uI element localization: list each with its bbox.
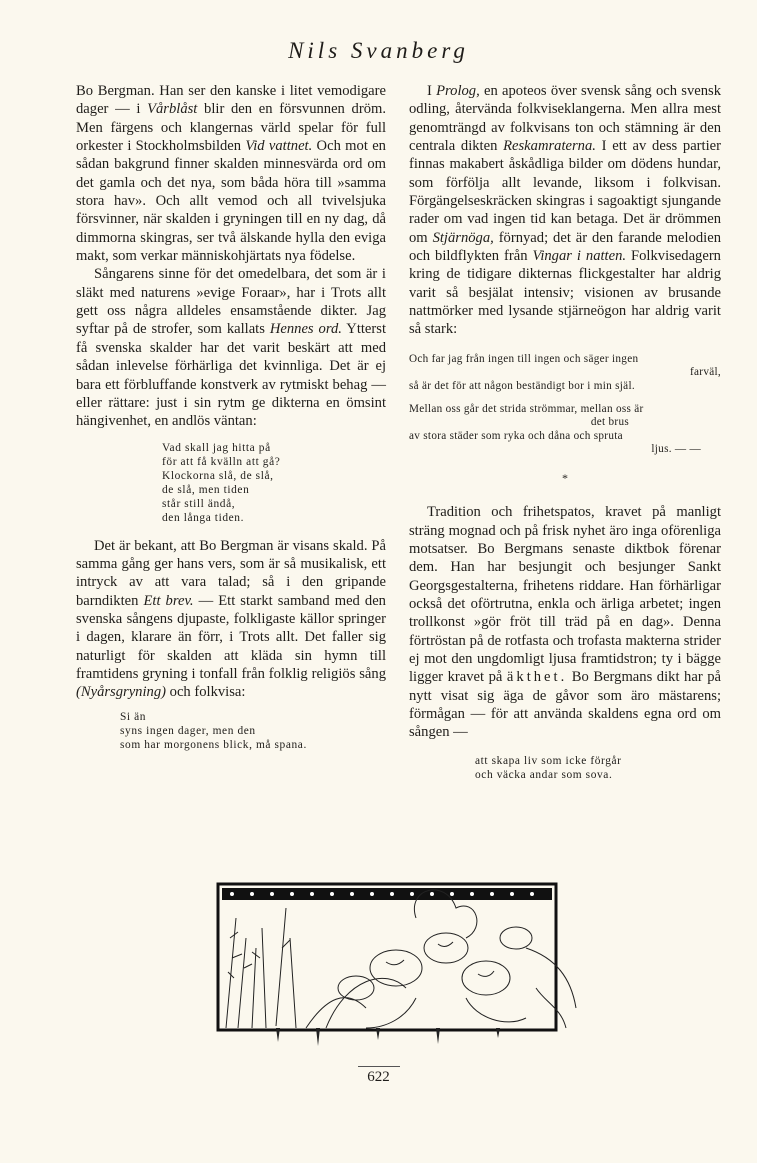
title-hennes-ord: Hennes ord.: [269, 321, 342, 338]
text: förnyad; det är den farande melodien och bildflykten från: [409, 229, 721, 265]
poem-line: Vad skall jag hitta på: [162, 441, 271, 454]
poem-line: [409, 430, 721, 457]
page-number-text: 622: [358, 1066, 400, 1086]
poem-line: [409, 353, 721, 380]
text: en apoteos över svensk sång och svensk odling, återvända folkviseklangerna. Men allra mest genomträngd av folkvisans ton och stämning är den centrala dikten: [409, 83, 721, 155]
poem-quote: [409, 754, 721, 782]
text: Mellan oss går det strida strömmar, mellan oss är: [409, 402, 644, 415]
text: och folkvisa:: [166, 684, 246, 701]
text: farväl,: [690, 366, 721, 379]
poem-line: och väcka andar som sova.: [475, 768, 613, 781]
paragraph: [76, 537, 386, 702]
poem-quote: [76, 441, 386, 525]
poem-quote: [409, 353, 721, 457]
title-nyarsgryning: (Nyårsgryning): [76, 684, 166, 701]
section-divider: *: [562, 470, 568, 485]
running-header: Nils Svanberg: [288, 38, 469, 63]
text: blir den en försvunnen dröm. Men färgens och klangernas värld spelar för full orkester i Stockholmsbilden: [76, 101, 386, 155]
poem-line: de slå, men tiden: [162, 483, 250, 496]
text: av stora städer som ryka och dåna och spruta: [409, 429, 623, 442]
text: Bo Bergmans dikt har på nytt visat sig äga de gåvor som äro mästarens; förmågan — för att använda skaldens egna ord om sången —: [409, 669, 722, 741]
right-column: [409, 82, 721, 794]
poem-line: syns ingen dager, men den: [120, 724, 256, 737]
spaced-emphasis: äkthet.: [506, 669, 568, 686]
text: Tradition och frihetspatos, kravet på manligt sträng mognad och på frisk nyhet äro inga oförenliga motsatser. Bo Bergmans senaste diktbok förenar dem. Han har besjungit och besjunger Sankt Georgsgestalterna, frihetens riddare. Han förhärligar också det oförtrutna, enkla och ärliga arbetet; ingen trollkonst »gör fröt till träd på en dag». Denna förtröstan på de rotfasta och trofasta makterna strider ej mot den ungdomligt ljusa framtidstron; ty i bägge ligger kravet på: [409, 504, 721, 686]
paragraph: [409, 503, 721, 741]
poem-line: för att få kvälln att gå?: [162, 455, 281, 468]
text: Bo Bergman. Han ser den kanske i litet vemodigare dager — i: [76, 83, 386, 118]
text: ljus. — —: [651, 443, 701, 456]
title-vingar-i-natten: Vingar i natten.: [532, 248, 627, 265]
text: — Ett starkt samband med den svenska sångens djupaste, folkligaste källor springer i dagen, klarare än förr, i Trots allt. Det faller sig naturligt för skalden att kläda sin hymn till framtidens gryning i tonfall från folklig religiös sång: [76, 592, 386, 682]
paragraph: [76, 265, 386, 430]
poem-line: Si än: [120, 710, 147, 723]
paragraph: [409, 82, 721, 339]
text: Det är bekant, att Bo Bergman är visans skald. På samma gång ger hans vers, som är så musikalisk, ett intryck av att vara talad; så i den gripande barndikten: [76, 537, 386, 609]
text: I: [427, 83, 437, 99]
poem-line: står still ändå,: [162, 497, 236, 510]
poem-line: Klockorna slå, de slå,: [162, 469, 274, 482]
text: Folkvisedagern kring de tidigare dikternas flickgestalter har aldrig varit så besjälat intensiv; visionen av brusande nattmörker med lysande stjärneögon har aldrig varit så stark:: [409, 248, 721, 338]
floral-vignette-illustration: [216, 878, 582, 1056]
title-prolog: Prolog,: [436, 83, 480, 99]
title-ett-brev: Ett brev.: [143, 592, 194, 609]
title-vårblåst: Vårblåst: [147, 101, 198, 118]
text: Och far jag från ingen till ingen och säger ingen: [409, 352, 639, 365]
poem-quote: [76, 710, 386, 752]
text: det brus: [590, 416, 629, 429]
title-stjarnoga: Stjärnöga,: [432, 229, 494, 246]
poem-line: den långa tiden.: [162, 511, 245, 524]
poem-line: att skapa liv som icke förgår: [475, 754, 622, 767]
text: I ett av dess partier finnas makabert åskådliga bilder om dödens hundar, som förfölja allt levande, liksom i folkvisan. Förgängelseskräcken skingras i sagoaktigt sjungande rader om vad ingen tid kan betaga. Det är drömmen om: [409, 138, 721, 246]
poem-line: [409, 403, 721, 430]
text: Sångarens sinne för det omedelbara, det som är i släkt med naturens »evige Foraar», har i Trots allt gett oss några alldeles ensamstående dikter. Jag syftar på de strofer, som kallats: [76, 266, 386, 338]
title-reskamraterna: Reskamraterna.: [503, 138, 596, 155]
left-column: [76, 82, 386, 764]
poem-line: så är det för att någon beständigt bor i min själ.: [409, 380, 635, 392]
poem-line: som har morgonens blick, må spana.: [120, 738, 307, 751]
title-vid-vattnet: Vid vattnet.: [245, 138, 313, 155]
paragraph: [76, 82, 386, 265]
text: Och mot en sådan bakgrund finner skalden minnesvärda ord om det gamla och det nya, som båda höra till »samma stora hav». Och allt vemod och all tvivelsjuka försvinner, när skalden i gryningen till en ny dag, då dimmorna skingras, ser två älskande hylla den eviga makt, som verkar människohjärtats nya födelse.: [76, 138, 386, 265]
text: Ytterst få svenska skalder har det varit beskärt att med sådan inlevelse förhärliga det kvinnliga. Det är ej bara ett förbluffande konstverk av rytmiskt behag — eller rättare: just i sin rytm ge dikterna en ömsint hängivenhet, en andlös väntan:: [76, 321, 386, 430]
page-number: [0, 1066, 757, 1086]
